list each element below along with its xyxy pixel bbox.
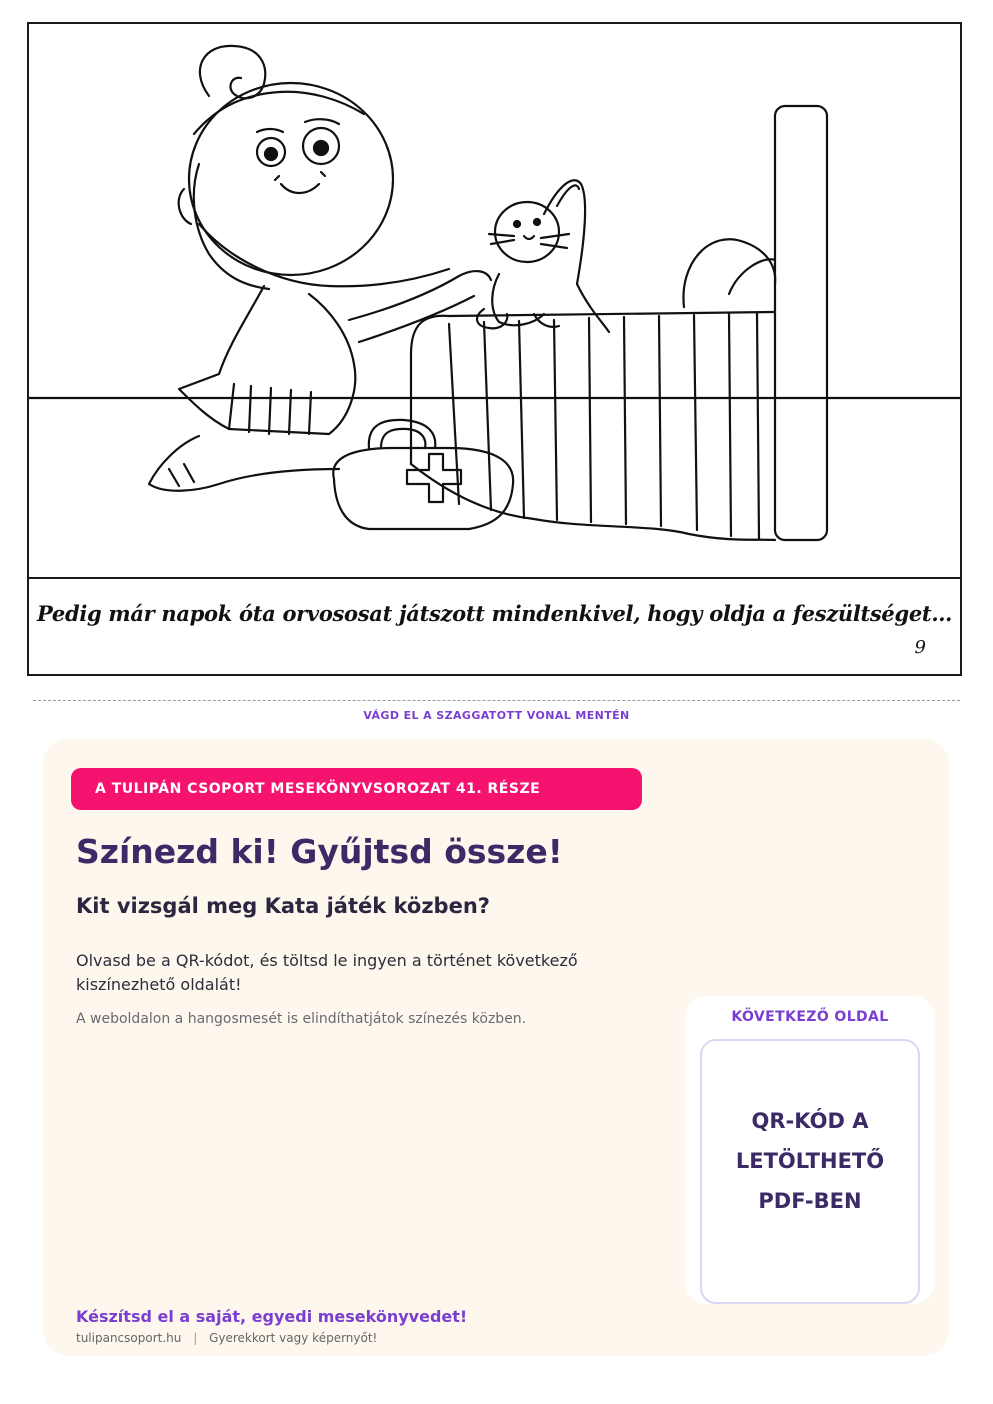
coloring-illustration [29,24,960,577]
call-to-action: Készítsd el a saját, egyedi mesekönyvedet! [76,1307,468,1326]
series-label: A TULIPÁN CSOPORT MESEKÖNYVSOROZAT 41. RÉSZE [71,768,642,810]
footer-site-link[interactable]: tulipancsoport.hu [76,1331,182,1345]
bed-blanket [411,312,775,464]
qr-line-3: PDF-BEN [758,1189,862,1213]
card-subtitle: Kit vizsgál meg Kata játék közben? [76,894,490,918]
bunny-head [495,202,559,262]
pillow [683,239,775,307]
cut-instruction: VÁGD EL A SZAGGATOTT VONAL MENTÉN [363,709,630,722]
bed-headboard [775,106,827,540]
bag-cross [407,454,461,502]
qr-heading: KÖVETKEZŐ OLDAL [731,1009,889,1025]
card-title: Színezd ki! Gyűjtsd össze! [76,832,563,871]
doctor-bag [333,448,513,529]
card-body-text: Olvasd be a QR-kódot, és töltsd le ingyen a történet következő kiszínezhető oldalát! [76,951,578,994]
qr-panel [685,996,935,1304]
info-card [43,739,949,1356]
footer-separator: | [193,1331,198,1345]
coloring-page-frame [27,22,962,676]
caption-box [29,577,960,674]
hair-curl [200,46,265,98]
qr-code-placeholder[interactable] [700,1039,920,1304]
footer-slogan: Gyerekkort vagy képernyőt! [209,1331,378,1345]
qr-line-2: LETÖLTHETŐ [735,1149,885,1173]
page-number: 9 [914,637,926,658]
card-note: A weboldalon a hangosmesét is elindíthatjátok színezés közben. [76,1011,527,1027]
qr-line-1: QR-KÓD A [751,1109,869,1133]
stethoscope [199,224,449,286]
cut-dashed-line [33,700,960,701]
footer [76,1331,377,1345]
qr-placeholder-text [702,1101,918,1221]
story-caption: Pedig már napok óta orvososat játszott mindenkivel, hogy oldja a feszültséget… [36,601,953,626]
